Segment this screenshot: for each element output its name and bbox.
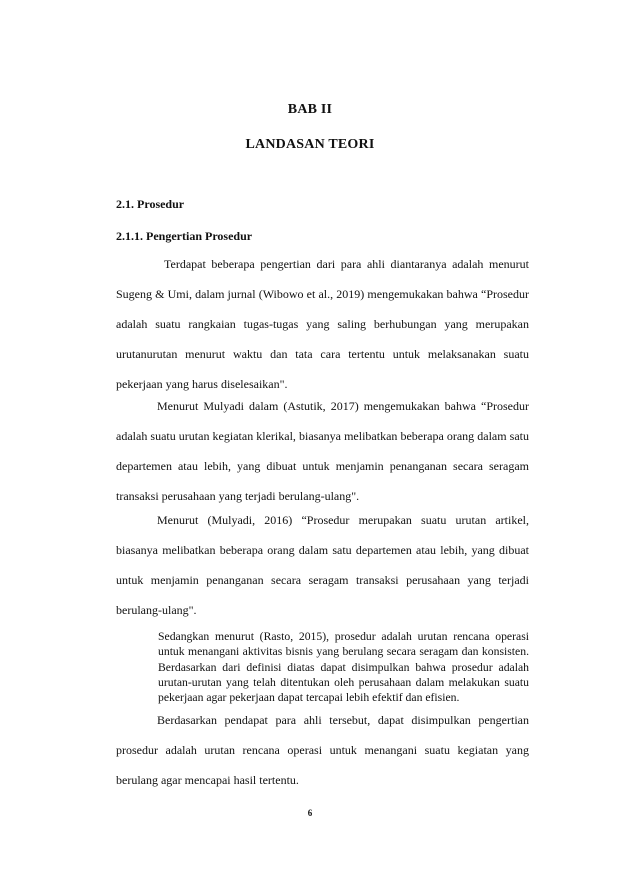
chapter-number: BAB II xyxy=(287,102,333,117)
paragraph-definition-mulyadi-astutik: Menurut Mulyadi dalam (Astutik, 2017) mengemukakan bahwa “Prosedur adalah suatu urutan kegiatan klerikal, biasanya melibatkan beberapa orang dalam satu departemen atau lebih, yang dibuat untuk menjamin penanganan secara seragam transaksi perusahaan yang terjadi berulang-ulang". xyxy=(116,399,529,503)
page-number: 6 xyxy=(307,808,313,818)
subsection-heading: 2.1.1. Pengertian Prosedur xyxy=(116,229,253,243)
section-heading: 2.1. Prosedur xyxy=(116,197,185,211)
chapter-title: LANDASAN TEORI xyxy=(245,137,375,152)
paragraph-definition-sugeng-umi: Terdapat beberapa pengertian dari para ahli diantaranya adalah menurut Sugeng & Umi, dalam jurnal (Wibowo et al., 2019) mengemukakan bahwa “Prosedur adalah suatu rangkaian tugas-tugas yang saling berhubungan yang merupakan urutanurutan menurut waktu dan tata cara tertentu untuk melaksanakan suatu pekerjaan yang harus diselesaikan". xyxy=(116,257,529,391)
block-quote-rasto: Sedangkan menurut (Rasto, 2015), prosedur adalah urutan rencana operasi untuk menangani aktivitas bisnis yang berulang secara seragam dan konsisten. Berdasarkan dari definisi diatas dapat disimpulkan bahwa prosedur adalah urutan-urutan yang telah ditentukan oleh perusahaan dalam melakukan suatu pekerjaan agar pekerjaan dapat tercapai lebih efektif dan efisien. xyxy=(158,630,529,705)
paragraph-conclusion: Berdasarkan pendapat para ahli tersebut, dapat disimpulkan pengertian prosedur adalah urutan rencana operasi untuk menangani suatu kegiatan yang berulang agar mencapai hasil tertentu. xyxy=(116,713,529,787)
paragraph-definition-mulyadi-2016: Menurut (Mulyadi, 2016) “Prosedur merupakan suatu urutan artikel, biasanya melibatkan beberapa orang dalam satu departemen atau lebih, yang dibuat untuk menjamin penanganan secara seragam transaksi perusahaan yang terjadi berulang-ulang". xyxy=(116,513,529,617)
